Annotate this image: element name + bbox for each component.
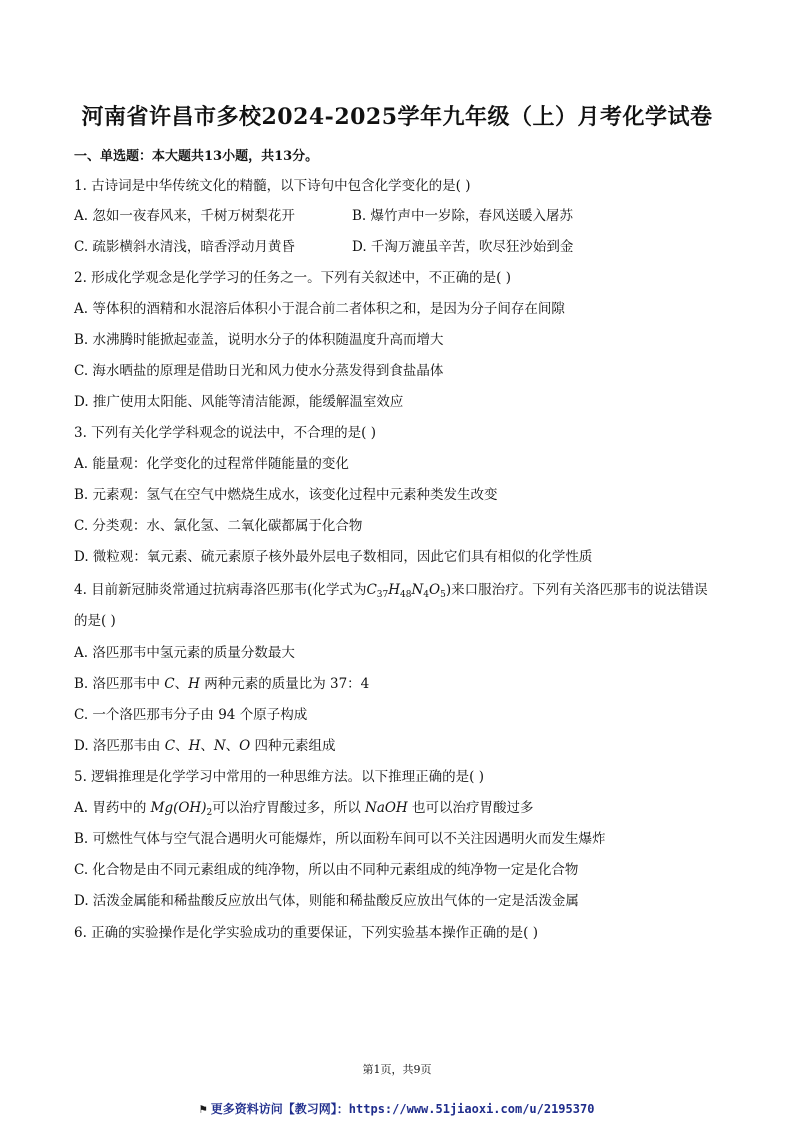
option-text: 四种元素组成 xyxy=(250,738,336,754)
formula-o: O xyxy=(429,582,441,598)
question-3-option-d: D. 微粒观：氧元素、硫元素原子核外最外层电子数相同，因此它们具有相似的化学性质 xyxy=(74,549,593,565)
option-text: 、 xyxy=(175,738,189,754)
symbol-c: C xyxy=(164,676,175,692)
page-title: 河南省许昌市多校2024-2025学年九年级（上）月考化学试卷 xyxy=(81,104,713,130)
option-text: B. 洛匹那韦中 xyxy=(74,676,165,692)
question-1-option-c: C. 疏影横斜水清浅，暗香浮动月黄昏 xyxy=(74,239,295,255)
question-4-stem xyxy=(74,580,708,600)
question-5-option-d: D. 活泼金属能和稀盐酸反应放出气体，则能和稀盐酸反应放出气体的一定是活泼金属 xyxy=(74,893,579,909)
question-5-stem: 5. 逻辑推理是化学学习中常用的一种思维方法。以下推理正确的是( ) xyxy=(74,769,484,785)
formula-sub: 4 xyxy=(423,590,430,600)
question-2-option-d: D. 推广使用太阳能、风能等清洁能源，能缓解温室效应 xyxy=(74,394,404,410)
symbol-h: H xyxy=(188,676,200,692)
formula-n: N xyxy=(411,582,424,598)
formula-h: H xyxy=(388,582,401,598)
option-text: A. 胃药中的 xyxy=(74,800,151,816)
formula-mg-oh: Mg(OH) xyxy=(150,800,207,816)
option-text: D. 洛匹那韦由 xyxy=(74,738,165,754)
formula-naoh: NaOH xyxy=(365,800,408,816)
question-4-stem-text: 4. 目前新冠肺炎常通过抗病毒洛匹那韦(化学式为 xyxy=(74,582,367,598)
symbol-h: H xyxy=(188,738,201,754)
flag-icon: ⚑ xyxy=(199,1102,207,1116)
formula-c: C xyxy=(366,582,377,598)
question-4-option-c: C. 一个洛匹那韦分子由 94 个原子构成 xyxy=(74,707,308,723)
question-5-option-c: C. 化合物是由不同元素组成的纯净物，所以由不同种元素组成的纯净物一定是化合物 xyxy=(74,862,579,878)
formula-sub: 5 xyxy=(440,590,446,600)
promo-footer[interactable] xyxy=(0,1100,794,1117)
section-heading: 一、单选题：本大题共13小题，共13分。 xyxy=(74,149,319,164)
option-text: 可以治疗胃酸过多，所以 xyxy=(212,800,365,816)
option-text: 两种元素的质量比为 37：4 xyxy=(199,676,370,692)
question-4-option-d xyxy=(74,736,336,756)
question-4-stem-continued: 的是( ) xyxy=(74,613,116,629)
formula-sub: 2 xyxy=(206,808,213,818)
question-3-option-b: B. 元素观：氢气在空气中燃烧生成水，该变化过程中元素种类发生改变 xyxy=(74,487,498,503)
question-1-option-a: A. 忽如一夜春风来，千树万树梨花开 xyxy=(74,208,295,224)
symbol-c: C xyxy=(164,738,176,754)
option-text: 、 xyxy=(174,676,189,692)
question-4-option-b xyxy=(74,674,369,694)
question-2-option-c: C. 海水晒盐的原理是借助日光和风力使水分蒸发得到食盐晶体 xyxy=(74,363,444,379)
symbol-o: O xyxy=(239,738,251,754)
question-4-option-a: A. 洛匹那韦中氢元素的质量分数最大 xyxy=(74,645,295,661)
question-5-option-b: B. 可燃性气体与空气混合遇明火可能爆炸，所以面粉车间可以不关注因遇明火而发生爆炸 xyxy=(74,831,606,847)
question-6-stem: 6. 正确的实验操作是化学实验成功的重要保证，下列实验基本操作正确的是( ) xyxy=(74,925,538,941)
question-1-stem: 1. 古诗词是中华传统文化的精髓，以下诗句中包含化学变化的是( ) xyxy=(74,178,471,194)
question-3-stem: 3. 下列有关化学学科观念的说法中，不合理的是( ) xyxy=(74,425,376,441)
option-text: 也可以治疗胃酸过多 xyxy=(407,800,534,816)
symbol-n: N xyxy=(213,738,226,754)
question-3-option-c: C. 分类观：水、氯化氢、二氧化碳都属于化合物 xyxy=(74,518,363,534)
question-4-stem-text: )来口服治疗。下列有关洛匹那韦的说法错误 xyxy=(445,582,708,598)
question-3-option-a: A. 能量观：化学变化的过程常伴随能量的变化 xyxy=(74,456,349,472)
question-5-option-a xyxy=(74,798,534,818)
promo-link[interactable]: 更多资料访问【教习网】：https://www.51jiaoxi.com/u/2195370 xyxy=(210,1102,595,1116)
option-text: 、 xyxy=(225,738,240,754)
option-text: 、 xyxy=(200,738,214,754)
question-2-option-a: A. 等体积的酒精和水混溶后体积小于混合前二者体积之和，是因为分子间存在间隙 xyxy=(74,301,565,317)
question-2-stem: 2. 形成化学观念是化学学习的任务之一。下列有关叙述中，不正确的是( ) xyxy=(74,270,511,286)
question-2-option-b: B. 水沸腾时能掀起壶盖，说明水分子的体积随温度升高而增大 xyxy=(74,332,444,348)
question-1-option-b: B. 爆竹声中一岁除，春风送暖入屠苏 xyxy=(352,208,574,224)
page-number: 第1页，共9页 xyxy=(362,1063,432,1076)
formula-sub: 37 xyxy=(376,590,389,600)
formula-sub: 48 xyxy=(400,590,412,600)
question-1-option-d: D. 千淘万漉虽辛苦，吹尽狂沙始到金 xyxy=(352,239,574,255)
